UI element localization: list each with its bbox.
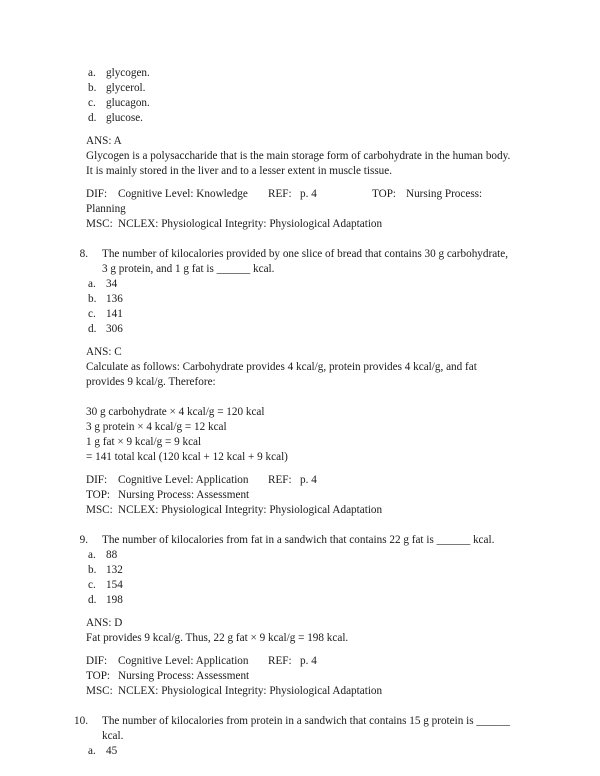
ref-label: REF: [268,655,292,667]
list-item[interactable] [88,322,516,337]
top-label: TOP: [372,188,397,200]
spacer [72,465,516,473]
question-stem: The number of kilocalories provided by one slice of bread that contains 30 g carbohydrate, 3 g protein, and 1 g fat is ______ kcal. [102,248,509,275]
option-letter: a. [88,549,96,561]
top-label: TOP: [86,489,111,501]
spacer [72,390,516,405]
list-item[interactable] [88,81,516,96]
question-8 [72,247,516,277]
option-letter: d. [88,323,97,335]
option-letter: a. [88,278,96,290]
question-9-metadata-row [86,654,516,669]
dif-value: Cognitive Level: Application [118,474,249,486]
spacer [72,699,516,714]
list-item[interactable] [88,563,516,578]
option-text: 34 [106,278,118,290]
question-9 [72,533,516,548]
question-number: 10. [74,715,88,727]
list-item[interactable] [88,277,516,292]
option-text: 198 [106,594,123,606]
dif-label: DIF: [86,474,108,486]
option-letter: c. [88,579,96,591]
question-9-options [88,548,516,608]
question-9-answer-line: ANS: D [86,617,123,629]
list-item[interactable] [88,593,516,608]
option-letter: c. [88,97,96,109]
msc-label: MSC: [86,218,113,230]
question-7-msc-row [86,217,516,232]
question-8-metadata-row [86,473,516,488]
msc-label: MSC: [86,504,113,516]
ref-value: p. 4 [300,474,317,486]
dif-label: DIF: [86,655,108,667]
top-value: Nursing Process: Assessment [118,489,250,501]
calculation-line: 1 g fat × 9 kcal/g = 9 kcal [86,436,202,448]
top-label: TOP: [86,670,111,682]
question-8-msc-row [86,503,516,518]
top-value: Nursing Process: [406,188,483,200]
calculation-line: = 141 total kcal (120 kcal + 12 kcal + 9 kcal) [86,451,288,463]
dif-label: DIF: [86,188,108,200]
question-number: 9. [79,534,88,546]
question-7-rationale: Glycogen is a polysaccharide that is the main storage form of carbohydrate in the human body. It is mainly stored in the liver and to a lesser extent in muscle tissue. [86,150,511,177]
question-number: 8. [79,248,88,260]
option-letter: d. [88,112,97,124]
spacer [72,126,516,134]
option-text: 306 [106,323,123,335]
list-item[interactable] [88,111,516,126]
option-text: glycerol. [106,82,146,94]
option-text: glycogen. [106,67,150,79]
question-stem: The number of kilocalories from fat in a sandwich that contains 22 g fat is ______ kcal. [102,534,495,546]
option-text: 136 [106,293,123,305]
top-value-continued: Planning [86,203,126,215]
list-item[interactable] [88,292,516,307]
question-9-msc-row [86,684,516,699]
question-7-metadata-row [86,187,516,217]
calculation-line: 3 g protein × 4 kcal/g = 12 kcal [86,421,227,433]
msc-value: NCLEX: Physiological Integrity: Physiological Adaptation [118,685,383,697]
option-text: 45 [106,745,118,757]
question-8-rationale: Calculate as follows: Carbohydrate provides 4 kcal/g, protein provides 4 kcal/g, and fat provides 9 kcal/g. Therefore: [86,361,477,388]
option-letter: b. [88,82,97,94]
option-text: glucose. [106,112,143,124]
top-value: Nursing Process: Assessment [118,670,250,682]
option-text: 141 [106,308,123,320]
msc-label: MSC: [86,685,113,697]
list-item[interactable] [88,307,516,322]
calculation-line: 30 g carbohydrate × 4 kcal/g = 120 kcal [86,406,265,418]
question-9-top-row [86,669,516,684]
option-letter: a. [88,67,96,79]
msc-value: NCLEX: Physiological Integrity: Physiological Adaptation [118,218,383,230]
option-letter: c. [88,308,96,320]
option-text: glucagon. [106,97,150,109]
option-text: 88 [106,549,118,561]
list-item[interactable] [88,96,516,111]
option-letter: b. [88,293,97,305]
page-content [72,66,516,759]
msc-value: NCLEX: Physiological Integrity: Physiological Adaptation [118,504,383,516]
dif-value: Cognitive Level: Application [118,655,249,667]
ref-value: p. 4 [300,655,317,667]
option-text: 132 [106,564,123,576]
question-8-options [88,277,516,337]
question-8-top-row [86,488,516,503]
list-item[interactable] [88,578,516,593]
question-stem: The number of kilocalories from protein in a sandwich that contains 15 g protein is ______ kcal. [102,715,510,742]
option-letter: b. [88,564,97,576]
question-8-answer-line: ANS: C [86,346,122,358]
list-item[interactable] [88,548,516,563]
ref-value: p. 4 [300,188,317,200]
question-9-rationale: Fat provides 9 kcal/g. Thus, 22 g fat × 9 kcal/g = 198 kcal. [86,632,349,644]
ref-label: REF: [268,188,292,200]
list-item[interactable] [88,744,516,759]
ref-label: REF: [268,474,292,486]
spacer [72,232,516,247]
spacer [72,646,516,654]
spacer [72,518,516,533]
option-letter: d. [88,594,97,606]
spacer [72,608,516,616]
question-7-options [88,66,516,126]
question-10-options [88,744,516,759]
dif-value: Cognitive Level: Knowledge [118,188,248,200]
option-letter: a. [88,745,96,757]
spacer [72,179,516,187]
spacer [72,337,516,345]
question-10 [72,714,516,744]
question-7-answer-line: ANS: A [86,135,122,147]
option-text: 154 [106,579,123,591]
list-item[interactable] [88,66,516,81]
